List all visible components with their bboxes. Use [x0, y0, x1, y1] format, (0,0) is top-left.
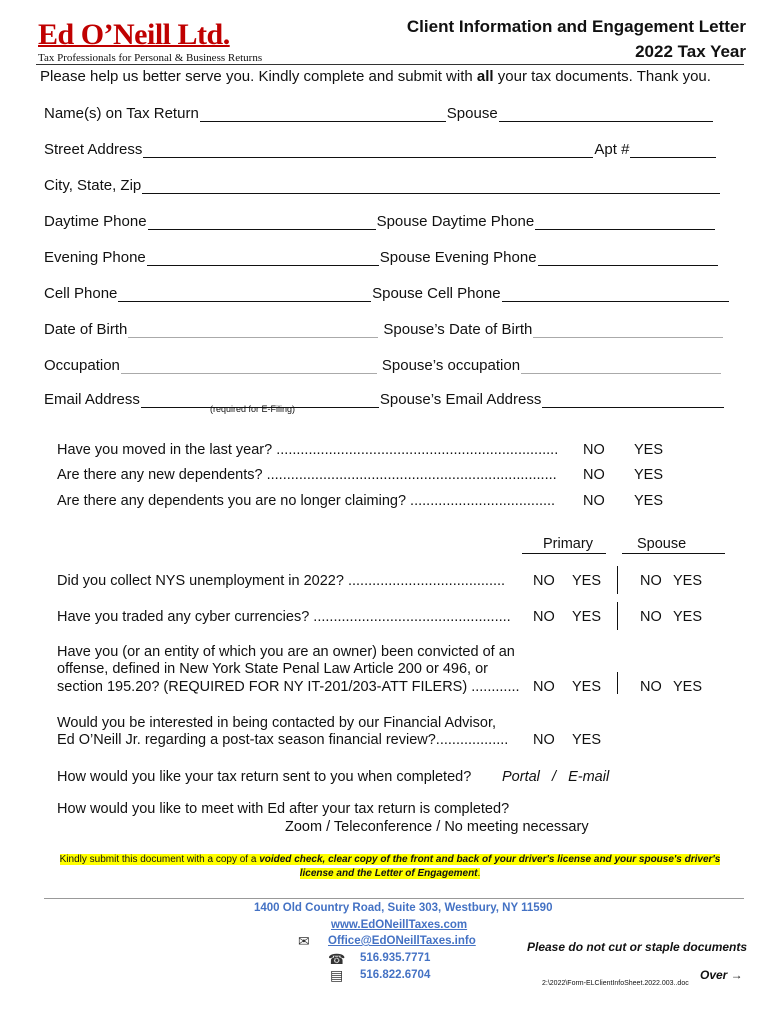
city-label: City, State, Zip	[44, 177, 142, 194]
question-convicted-line1: Have you (or an entity of which you are an owner) been convicted of an	[57, 644, 515, 660]
occupation-label: Occupation	[44, 357, 120, 374]
phone-number: 516.935.7771	[360, 952, 431, 964]
column-divider-3	[617, 672, 618, 694]
question-new-dependents: Are there any new dependents? ........................................................................	[57, 467, 557, 483]
footer-divider	[44, 898, 744, 899]
question-convicted-line2: offense, defined in New York State Penal Law Article 200 or 496, or	[57, 661, 488, 677]
spouse-day-phone-field[interactable]	[535, 215, 715, 230]
spouse-cell-phone-label: Spouse Cell Phone	[372, 285, 501, 302]
cell-phone-label: Cell Phone	[44, 285, 118, 302]
day-phone-field[interactable]	[148, 215, 376, 230]
dob-row	[44, 316, 730, 338]
email-link[interactable]: Office@EdONeillTaxes.info	[328, 935, 476, 947]
names-field[interactable]	[200, 107, 446, 122]
apt-field[interactable]	[630, 143, 716, 158]
names-label: Name(s) on Tax Return	[44, 105, 199, 122]
advisor-no-option[interactable]: NO	[533, 732, 555, 748]
spouse-dob-label: Spouse’s Date of Birth	[383, 321, 533, 338]
spouse-column-header: Spouse	[637, 536, 687, 552]
cyber-spouse-no-option[interactable]: NO	[640, 609, 662, 625]
tax-year-title: 2022 Tax Year	[635, 42, 746, 61]
spouse-email-field[interactable]	[542, 393, 724, 408]
spouse-occupation-label: Spouse’s occupation	[381, 357, 521, 374]
envelope-icon: ✉	[298, 933, 310, 949]
email-hint: (required for E-Filing)	[210, 404, 296, 414]
website-link[interactable]: www.EdONeillTaxes.com	[331, 919, 468, 931]
primary-column-header: Primary	[543, 536, 593, 552]
email-label: Email Address	[44, 391, 140, 408]
question-moved: Have you moved in the last year? ......................................................................	[57, 442, 559, 458]
question-dropped-dependents: Are there any dependents you are no longer claiming? ....................................	[57, 493, 556, 509]
spouse-field[interactable]	[499, 107, 713, 122]
intro-text: Please help us better serve you. Kindly complete and submit with all your tax documents. Thank you.	[40, 68, 711, 85]
cell-phone-row	[44, 280, 730, 302]
eve-phone-row	[44, 244, 730, 266]
header-divider	[36, 64, 744, 65]
office-address: 1400 Old Country Road, Suite 303, Westbury, NY 11590	[254, 902, 553, 914]
day-phone-label: Daytime Phone	[44, 213, 147, 230]
city-field[interactable]	[142, 179, 720, 194]
no-cut-notice: Please do not cut or staple documents	[527, 940, 748, 954]
spouse-email-label: Spouse’s Email Address	[379, 391, 542, 408]
convicted-spouse-yes-option[interactable]: YES	[673, 679, 703, 695]
street-label: Street Address	[44, 141, 143, 158]
convicted-primary-no-option[interactable]: NO	[533, 679, 555, 695]
question-advisor-line1: Would you be interested in being contacted by our Financial Advisor,	[57, 715, 497, 731]
eve-phone-label: Evening Phone	[44, 249, 146, 266]
dob-field[interactable]	[128, 323, 378, 338]
company-logo: Ed O’Neill Ltd.	[38, 18, 230, 51]
dob-label: Date of Birth	[44, 321, 128, 338]
over-indicator: Over →	[700, 968, 743, 982]
cyber-primary-no-option[interactable]: NO	[533, 609, 555, 625]
nys-spouse-no-option[interactable]: NO	[640, 573, 662, 589]
nys-spouse-yes-option[interactable]: YES	[673, 573, 703, 589]
meeting-options[interactable]: Zoom / Teleconference / No meeting necessary	[285, 819, 589, 835]
advisor-yes-option[interactable]: YES	[572, 732, 602, 748]
cell-phone-field[interactable]	[118, 287, 371, 302]
new-dependents-no-option[interactable]: NO	[583, 467, 605, 483]
city-row	[44, 172, 730, 194]
document-title: Client Information and Engagement Letter	[406, 17, 746, 36]
primary-header-underline	[522, 553, 606, 554]
day-phone-row	[44, 208, 730, 230]
convicted-primary-yes-option[interactable]: YES	[572, 679, 602, 695]
street-row	[44, 136, 730, 158]
nys-primary-no-option[interactable]: NO	[533, 573, 555, 589]
spouse-dob-field[interactable]	[533, 323, 723, 338]
submission-notice: Kindly submit this document with a copy of a voided check, clear copy of the front and back of your driver's license and your spouse's driver's license and the Letter of Engagement.	[59, 854, 721, 879]
spouse-header-underline	[622, 553, 725, 554]
moved-yes-option[interactable]: YES	[634, 442, 664, 458]
spouse-eve-phone-field[interactable]	[538, 251, 718, 266]
return-delivery-options[interactable]: Portal / E-mail	[502, 769, 610, 785]
question-convicted-line3: section 195.20? (REQUIRED FOR NY IT-201/203-ATT FILERS) ............	[57, 679, 520, 695]
question-cyber-currency: Have you traded any cyber currencies? .................................................	[57, 609, 511, 625]
spouse-eve-phone-label: Spouse Evening Phone	[379, 249, 537, 266]
eve-phone-field[interactable]	[147, 251, 379, 266]
spouse-occupation-field[interactable]	[521, 359, 721, 374]
fax-number: 516.822.6704	[360, 969, 431, 981]
cyber-primary-yes-option[interactable]: YES	[572, 609, 602, 625]
moved-no-option[interactable]: NO	[583, 442, 605, 458]
nys-primary-yes-option[interactable]: YES	[572, 573, 602, 589]
names-row	[44, 100, 730, 122]
spouse-label: Spouse	[446, 105, 498, 122]
column-divider-2	[617, 602, 618, 630]
question-meeting-line1: How would you like to meet with Ed after your tax return is completed?	[57, 801, 510, 817]
convicted-spouse-no-option[interactable]: NO	[640, 679, 662, 695]
new-dependents-yes-option[interactable]: YES	[634, 467, 664, 483]
question-return-delivery: How would you like your tax return sent to you when completed?	[57, 769, 472, 785]
fax-icon: ▤	[330, 967, 344, 983]
apt-label: Apt #	[594, 141, 630, 158]
dropped-dependents-no-option[interactable]: NO	[583, 493, 605, 509]
question-advisor-line2: Ed O’Neill Jr. regarding a post-tax season financial review?..................	[57, 732, 509, 748]
spouse-day-phone-label: Spouse Daytime Phone	[376, 213, 535, 230]
occupation-row	[44, 352, 730, 374]
company-tagline: Tax Professionals for Personal & Business Returns	[38, 52, 263, 64]
phone-icon: ☎	[328, 951, 346, 967]
spouse-cell-phone-field[interactable]	[502, 287, 729, 302]
column-divider-1	[617, 566, 618, 594]
cyber-spouse-yes-option[interactable]: YES	[673, 609, 703, 625]
question-nys-unemployment: Did you collect NYS unemployment in 2022? .......................................	[57, 573, 506, 589]
email-row	[44, 386, 730, 408]
dropped-dependents-yes-option[interactable]: YES	[634, 493, 664, 509]
file-path: 2:\2022\Form-ELClientInfoSheet.2022.003..doc	[542, 980, 689, 987]
street-field[interactable]	[143, 143, 593, 158]
occupation-field[interactable]	[121, 359, 377, 374]
